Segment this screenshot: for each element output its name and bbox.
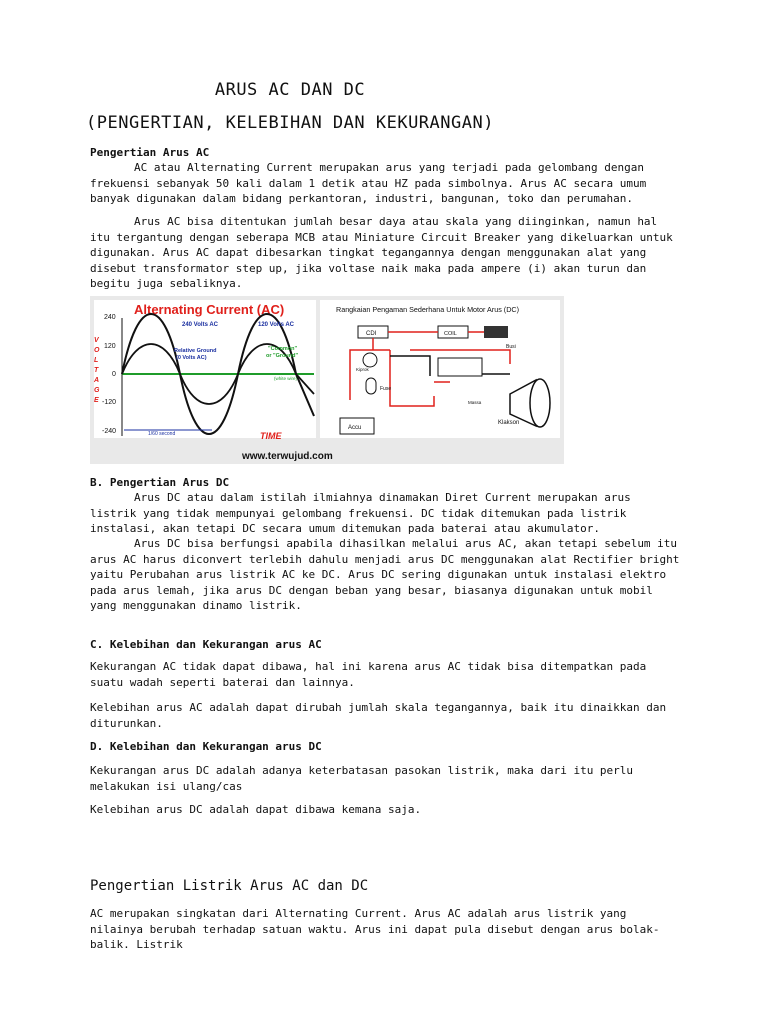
ac-y-label-letter: T: [94, 367, 99, 374]
dc-circuit-title: Rangkaian Pengaman Sederhana Untuk Motor Arus (DC): [336, 305, 519, 314]
ac-label-240: 240 Volts AC: [182, 322, 219, 328]
document-title: ARUS AC DAN DC: [214, 80, 366, 100]
ac-chart-panel: [94, 300, 316, 438]
ac-label-common: "Common" or "Ground": [266, 346, 299, 359]
ac-y-label-letter: L: [94, 357, 99, 364]
ac-y-label-letter: V: [94, 337, 99, 344]
dc-klakson-bell: [530, 379, 550, 427]
paragraph-dc-pros: Kelebihan arus DC adalah dapat dibawa kemana saja.: [90, 803, 422, 816]
ac-chart-title: Alternating Current (AC): [134, 302, 285, 317]
section-heading-dc: B. Pengertian Arus DC: [90, 476, 230, 489]
ac-y-label-letter: E: [94, 397, 99, 404]
figure-url: www.terwujud.com: [242, 451, 333, 462]
dc-cdi-label: CDI: [366, 331, 377, 337]
document-subtitle: (PENGERTIAN, KELEBIHAN DAN KEKURANGAN): [86, 113, 494, 133]
paragraph-ac-2: Arus AC bisa ditentukan jumlah besar daya atau skala yang diinginkan, namun hal itu tergantung dengan seberapa MCB atau Miniature Circuit Breaker yang dikeluarkan untuk digunakan. Arus AC dapat dibesarkan tingkat tegangannya dengan menggunakan alat yang disebut transformator step up, jika voltase naik maka pada ampere (i) akan turun dan begitu juga sebaliknya.: [90, 215, 680, 290]
paragraph-ac-cons: Kekurangan AC tidak dapat dibawa, hal ini karena arus AC tidak bisa ditempatkan pada suatu wadah seperti baterai dan lainnya.: [90, 660, 653, 689]
paragraph-dc-2: Arus DC bisa berfungsi apabila dihasilkan melalui arus AC, akan tetapi sebelum itu arus AC harus diconvert terlebih dahulu menjadi arus DC menggunakan alat Rectifier bright yaitu Perubahan arus listrik AC ke DC. Arus DC sering digunakan untuk instalasi elektro pada arus lemah, jika arus DC dengan beban yang besar, biasanya digunakan untuk mobil yang menggunakan dinamo listrik.: [90, 537, 687, 612]
ac-y-label-letter: A: [94, 377, 100, 384]
ac-x-label: TIME: [260, 431, 282, 441]
ac-period-label: 1/60 second: [148, 431, 176, 437]
ac-y-tick: -240: [102, 428, 117, 435]
paragraph-ac-pros: Kelebihan arus AC adalah dapat dirubah jumlah skala tegangannya, baik itu dinaikkan dan diturunkan.: [90, 701, 673, 730]
paragraph-ac-1: AC atau Alternating Current merupakan arus yang terjadi pada gelombang dengan frekuensi sebanyak 50 kali dalam 1 detik atau HZ pada simbolnya. Arus AC secara umum banyak digunakan dalam bidang perkantoran, industri, bangunan, toko dan perumahan.: [90, 161, 653, 205]
ac-y-tick: 240: [104, 314, 116, 321]
paragraph-dc-cons: Kekurangan arus DC adalah adanya keterbatasan pasokan listrik, maka dari itu perlu melakukan isi ulang/cas: [90, 764, 640, 793]
dc-klakson-label: Klakson: [498, 420, 520, 426]
ac-label-120: 120 Volts AC: [258, 322, 295, 328]
dc-massa-label: Massa: [468, 400, 482, 405]
ac-dc-figure: [90, 296, 564, 464]
ac-y-label-letter: O: [94, 347, 100, 354]
ac-label-white: (white wire): [274, 376, 298, 381]
dc-coil-label: COIL: [444, 331, 457, 337]
ac-y-label-letter: G: [94, 387, 100, 394]
dc-fuse-label: Fuse: [380, 386, 392, 392]
section-heading-ac-dc-listrik: Pengertian Listrik Arus AC dan DC: [90, 878, 369, 894]
paragraph-listrik-1: AC merupakan singkatan dari Alternating Current. Arus AC adalah arus listrik yang nilainya berubah terhadap satuan waktu. Arus ini dapat pula disebut dengan arus bolak-balik. Listrik: [90, 907, 660, 951]
dc-switch-box: [438, 358, 482, 376]
section-heading-ac-pros-cons: C. Kelebihan dan Kekurangan arus AC: [90, 638, 322, 651]
dc-busi-shape: [484, 326, 508, 338]
ac-y-tick: 0: [112, 371, 116, 378]
dc-busi-label: Busi: [506, 344, 516, 350]
dc-fuse-symbol: [366, 378, 376, 394]
paragraph-dc-1: Arus DC atau dalam istilah ilmiahnya dinamakan Diret Current merupakan arus listrik yang tidak mempunyai gelombang frekuensi. DC tidak ditemukan pada listrik instalasi, akan tetapi DC secara umum ditemukan pada baterai atau akumulator.: [90, 491, 638, 535]
dc-accu-label: Accu: [348, 425, 362, 431]
ac-y-tick: -120: [102, 399, 117, 406]
section-heading-ac: Pengertian Arus AC: [90, 146, 210, 159]
ac-dc-figure-svg: [90, 296, 564, 464]
section-heading-dc-pros-cons: D. Kelebihan dan Kekurangan arus DC: [90, 740, 322, 753]
dc-kiprok-label: Kiprok: [356, 367, 369, 372]
ac-label-ground: Relative Ground (0 Volts AC): [174, 348, 217, 361]
dc-kiprok-symbol: [363, 353, 377, 367]
ac-y-tick: 120: [104, 343, 116, 350]
